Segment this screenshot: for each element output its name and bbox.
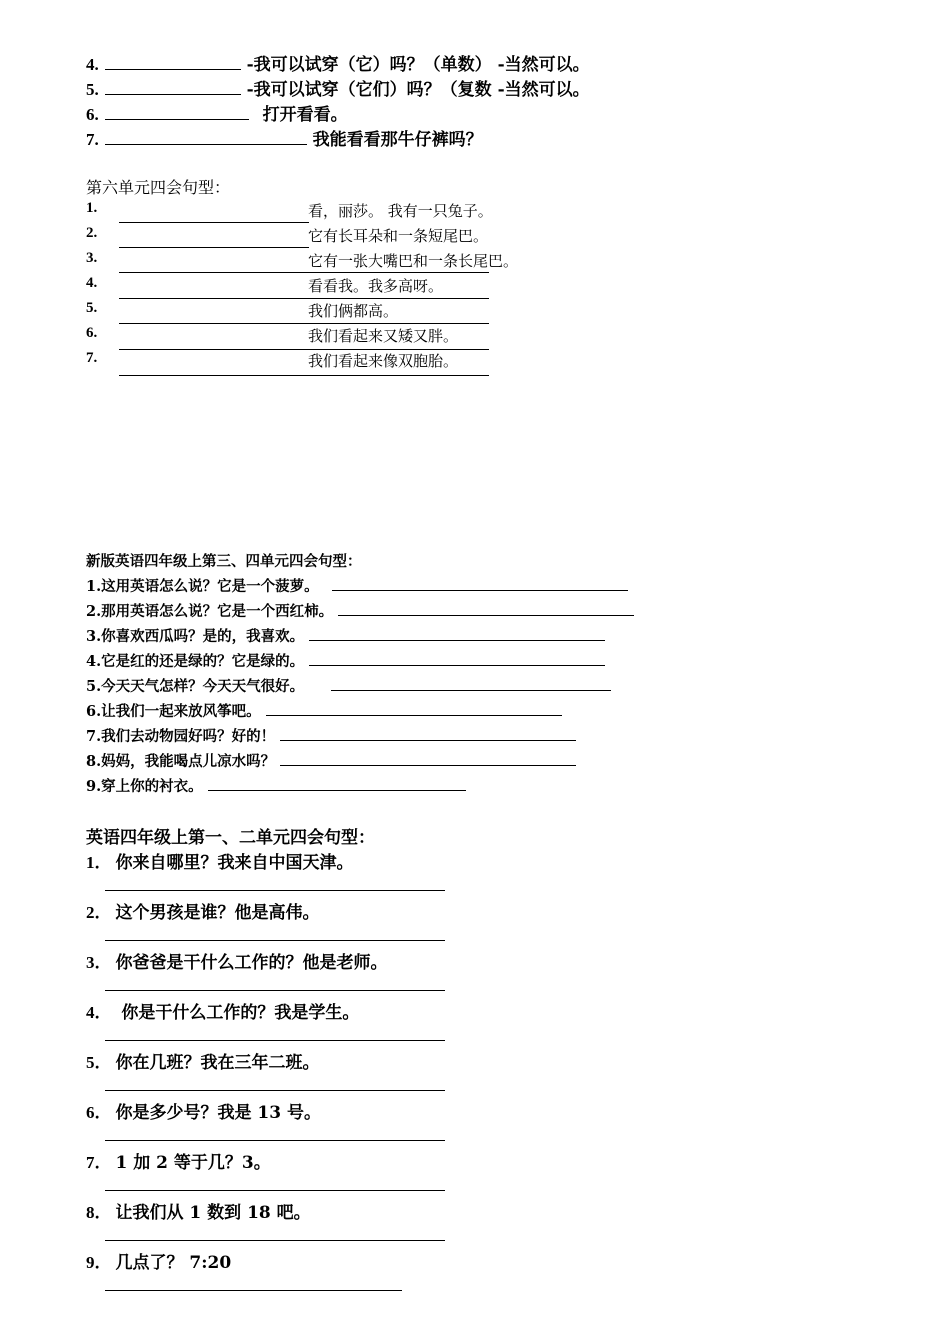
answer-blank[interactable] [280, 764, 576, 766]
answer-blank[interactable] [338, 614, 634, 616]
unit6-item-2: 2. 它有长耳朵和一条短尾巴。 [86, 225, 489, 245]
answer-blank[interactable] [208, 789, 466, 791]
unit34-item-2: 2.那用英语怎么说？它是一个西红柿。 [86, 600, 634, 621]
unit34-item-5: 5.今天天气怎样？今天天气很好。 [86, 675, 611, 696]
unit34-item-6: 6.让我们一起来放风筝吧。 [86, 700, 562, 721]
answer-blank[interactable] [266, 714, 562, 716]
answer-blank[interactable] [105, 143, 307, 145]
unit6-item-1: 1. 看，丽莎。 我有一只兔子。 [86, 200, 493, 220]
unit12-item-9: 9． 几点了？ 7:20 [86, 1253, 232, 1273]
answer-blank[interactable] [105, 68, 241, 70]
answer-line-4[interactable] [119, 298, 489, 299]
answer-line-7[interactable] [105, 1190, 445, 1191]
answer-line-3[interactable] [105, 990, 445, 991]
unit5-item-4: 4. -我可以试穿（它）吗？（单数） -当然可以。 [86, 55, 590, 75]
unit6-item-3: 3. 它有一张大嘴巴和一条长尾巴。 [86, 250, 519, 270]
answer-blank[interactable] [105, 93, 241, 95]
answer-line-5[interactable] [105, 1090, 445, 1091]
unit5-item-5: 5. -我可以试穿（它们）吗？（复数 -当然可以。 [86, 80, 590, 100]
unit12-item-8: 8． 让我们从 1 数到 18 吧。 [86, 1203, 311, 1223]
unit34-item-7: 7.我们去动物园好吗？好的！ [86, 725, 576, 746]
unit12-item-2: 2． 这个男孩是谁？他是高伟。 [86, 903, 320, 923]
unit34-item-8: 8.妈妈，我能喝点儿凉水吗？ [86, 750, 576, 771]
unit6-item-4: 4. 看看我。我多高呀。 [86, 275, 444, 295]
answer-blank[interactable] [331, 689, 611, 691]
unit12-item-6: 6． 你是多少号？我是 13 号。 [86, 1103, 321, 1123]
answer-line-6[interactable] [119, 349, 489, 350]
unit6-item-7: 7. 我们看起来像双胞胎。 [86, 350, 459, 370]
unit34-item-4: 4.它是红的还是绿的？它是绿的。 [86, 650, 605, 671]
unit6-item-6: 6. 我们看起来又矮又胖。 [86, 325, 459, 345]
answer-line-9[interactable] [105, 1290, 402, 1291]
unit5-item-7: 7. 我能看看那牛仔裤吗？ [86, 130, 483, 150]
answer-line-3[interactable] [119, 272, 489, 273]
answer-blank[interactable] [105, 118, 249, 120]
answer-line-1[interactable] [105, 890, 445, 891]
answer-blank[interactable] [280, 739, 576, 741]
unit5-item-6: 6. 打开看看。 [86, 105, 348, 125]
answer-line-8[interactable] [105, 1240, 445, 1241]
unit12-item-5: 5． 你在几班？我在三年二班。 [86, 1053, 320, 1073]
unit12-item-3: 3． 你爸爸是干什么工作的？他是老师。 [86, 953, 388, 973]
answer-blank[interactable] [309, 639, 605, 641]
answer-line-2[interactable] [119, 247, 309, 248]
answer-line-7[interactable] [119, 375, 489, 376]
unit34-item-1: 1.这用英语怎么说？它是一个菠萝。 [86, 575, 628, 596]
unit12-title: 英语四年级上第一、二单元四会句型： [86, 828, 375, 848]
unit12-item-7: 7． 1 加 2 等于几？3。 [86, 1153, 271, 1173]
answer-line-2[interactable] [105, 940, 445, 941]
answer-line-4[interactable] [105, 1040, 445, 1041]
unit34-item-9: 9.穿上你的衬衣。 [86, 775, 466, 796]
answer-blank[interactable] [309, 664, 605, 666]
answer-line-6[interactable] [105, 1140, 445, 1141]
unit12-item-1: 1． 你来自哪里？我来自中国天津。 [86, 853, 354, 873]
unit6-title: 第六单元四会句型： [86, 178, 231, 197]
answer-blank[interactable] [332, 589, 628, 591]
unit34-item-3: 3.你喜欢西瓜吗？是的，我喜欢。 [86, 625, 605, 646]
unit6-item-5: 5. 我们俩都高。 [86, 300, 399, 320]
answer-line-5[interactable] [119, 323, 489, 324]
unit34-title: 新版英语四年级上第三、四单元四会句型： [86, 553, 362, 570]
unit12-item-4: 4． 你是干什么工作的？我是学生。 [86, 1003, 360, 1023]
answer-line-1[interactable] [119, 222, 309, 223]
unit6-list [86, 200, 546, 380]
